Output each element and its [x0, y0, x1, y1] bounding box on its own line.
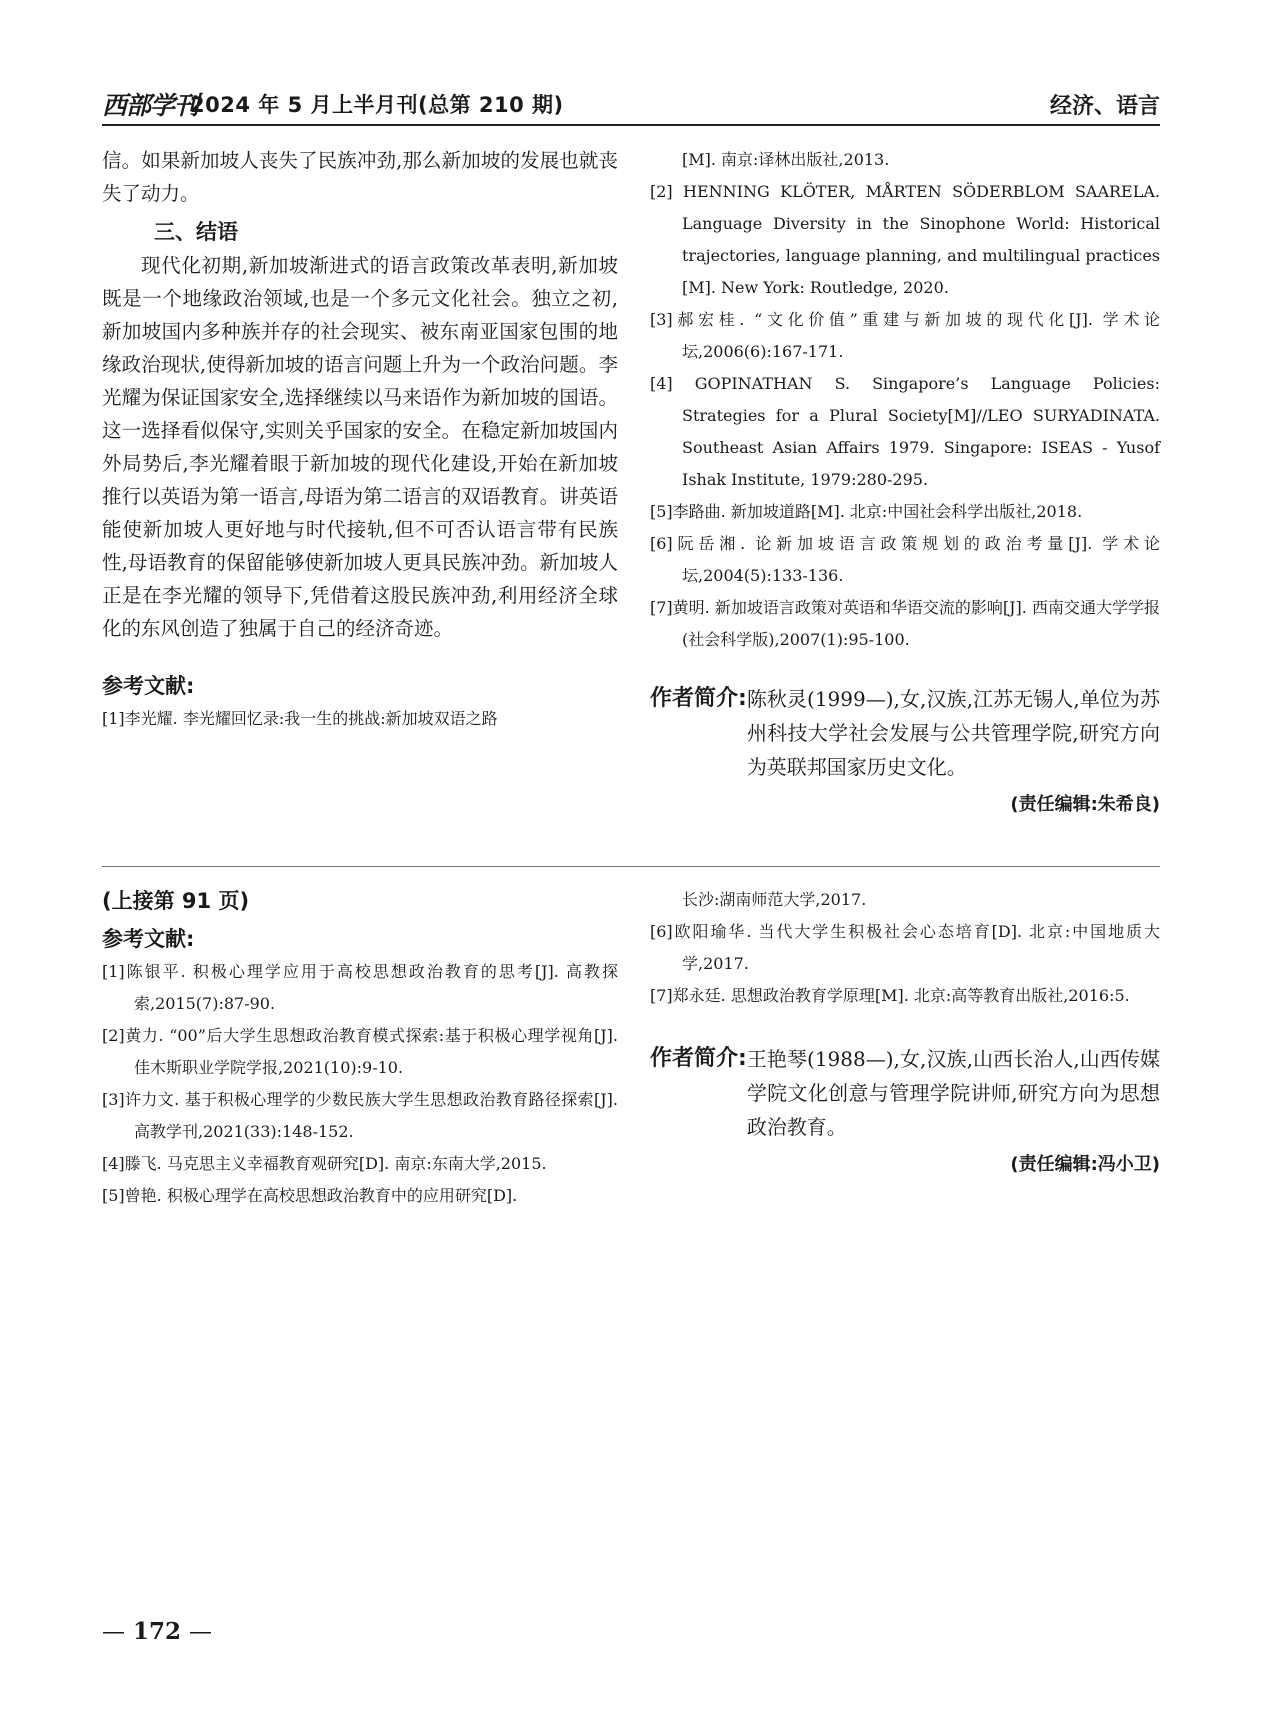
reference-item-continued: 长沙:湖南师范大学,2017.: [682, 890, 867, 909]
reference-item: [2]黄力. “00”后大学生思想政治教育模式探索:基于积极心理学视角[J]. 佳木斯职业学院学报,2021(10):9-10.: [102, 1026, 618, 1077]
reference-list: [650, 144, 1160, 656]
author-text: 王艳琴(1988—),女,汉族,山西长治人,山西传媒学院文化创意与管理学院讲师,研究方向为思想政治教育。: [746, 1047, 1160, 1139]
reference-item: [3]郝宏桂. “文化价值”重建与新加坡的现代化[J]. 学术论坛,2006(6):167-171.: [650, 310, 1160, 361]
paragraph: 信。如果新加坡人丧失了民族冲劲,那么新加坡的发展也就丧失了动力。: [102, 149, 618, 205]
top-left-column: [102, 144, 618, 735]
bottom-left-column: [102, 884, 618, 1212]
reference-item: [4] GOPINATHAN S. Singapore’s Language Policies: Strategies for a Plural Society[M]//LEO SURYADINATA. Southeast Asian Affairs 1979. Singapore: ISEAS - Yusof Ishak Institute, 1979:280-295.: [650, 374, 1160, 489]
reference-item: [2] HENNING KLÖTER, MÅRTEN SÖDERBLOM SAARELA. Language Diversity in the Sinophone World: Historical trajectories, language planning, and multilingual practices [M]. New York: Routledge, 2020.: [650, 182, 1160, 297]
reference-item: [1]李光耀. 李光耀回忆录:我一生的挑战:新加坡双语之路: [102, 709, 498, 728]
reference-item: [7]黄明. 新加坡语言政策对英语和华语交流的影响[J]. 西南交通大学学报(社会科学版),2007(1):95-100.: [650, 598, 1160, 649]
author-label: 作者简介:: [650, 1046, 747, 1071]
reference-item: [5]曾艳. 积极心理学在高校思想政治教育中的应用研究[D].: [102, 1186, 518, 1205]
journal-logo: 西部学刊: [102, 91, 199, 120]
reference-list: [102, 956, 618, 1212]
references-title: 参考文献:: [102, 674, 195, 698]
top-right-column: [650, 144, 1160, 816]
author-label: 作者简介:: [650, 686, 747, 711]
reference-item: [3]许力文. 基于积极心理学的少数民族大学生思想政治教育路径探索[J]. 高教学刊,2021(33):148-152.: [102, 1090, 618, 1141]
continued-note: (上接第 91 页): [102, 889, 250, 913]
responsible-editor: (责任编辑:朱希良): [1010, 794, 1160, 815]
section-heading: 三、结语: [154, 220, 238, 244]
responsible-editor: (责任编辑:冯小卫): [1010, 1154, 1160, 1175]
reference-item: [4]滕飞. 马克思主义幸福教育观研究[D]. 南京:东南大学,2015.: [102, 1154, 547, 1173]
paragraph: 现代化初期,新加坡渐进式的语言政策改革表明,新加坡既是一个地缘政治领域,也是一个多元文化社会。独立之初,新加坡国内多种族并存的社会现实、被东南亚国家包围的地缘政治现状,使得新加坡的语言问题上升为一个政治问题。李光耀为保证国家安全,选择继续以马来语作为新加坡的国语。这一选择看似保守,实则关乎国家的安全。在稳定新加坡国内外局势后,李光耀着眼于新加坡的现代化建设,开始在新加坡推行以英语为第一语言,母语为第二语言的双语教育。讲英语能使新加坡人更好地与时代接轨,但不可否认语言带有民族性,母语教育的保留能够使新加坡人更具民族冲劲。新加坡人正是在李光耀的领导下,凭借着这股民族冲劲,利用经济全球化的东风创造了独属于自己的经济奇迹。: [102, 254, 618, 640]
author-text: 陈秋灵(1999—),女,汉族,江苏无锡人,单位为苏州科技大学社会发展与公共管理学院,研究方向为英联邦国家历史文化。: [746, 687, 1160, 779]
author-bio: [650, 1042, 1160, 1144]
page-footer: — 172 —: [102, 1618, 213, 1645]
reference-item: [5]李路曲. 新加坡道路[M]. 北京:中国社会科学出版社,2018.: [650, 502, 1083, 521]
reference-list: [650, 884, 1160, 1012]
issue-info: 2024 年 5 月上半月刊(总第 210 期): [190, 93, 564, 117]
author-bio: [650, 682, 1160, 784]
reference-item: [1]陈银平. 积极心理学应用于高校思想政治教育的思考[J]. 高教探索,2015(7):87-90.: [102, 962, 618, 1013]
reference-item-continued: [M]. 南京:译林出版社,2013.: [682, 150, 890, 169]
reference-item: [7]郑永廷. 思想政治教育学原理[M]. 北京:高等教育出版社,2016:5.: [650, 986, 1130, 1005]
bottom-right-column: [650, 884, 1160, 1176]
page-number: 172: [133, 1618, 182, 1645]
page-header: [102, 86, 1160, 126]
reference-list: [102, 703, 618, 735]
references-title: 参考文献:: [102, 927, 195, 951]
reference-item: [6]欧阳瑜华. 当代大学生积极社会心态培育[D]. 北京:中国地质大学,2017.: [650, 922, 1160, 973]
reference-item: [6]阮岳湘. 论新加坡语言政策规划的政治考量[J]. 学术论坛,2004(5):133-136.: [650, 534, 1160, 585]
section-name: 经济、语言: [1049, 94, 1160, 119]
article-divider: [102, 866, 1160, 867]
